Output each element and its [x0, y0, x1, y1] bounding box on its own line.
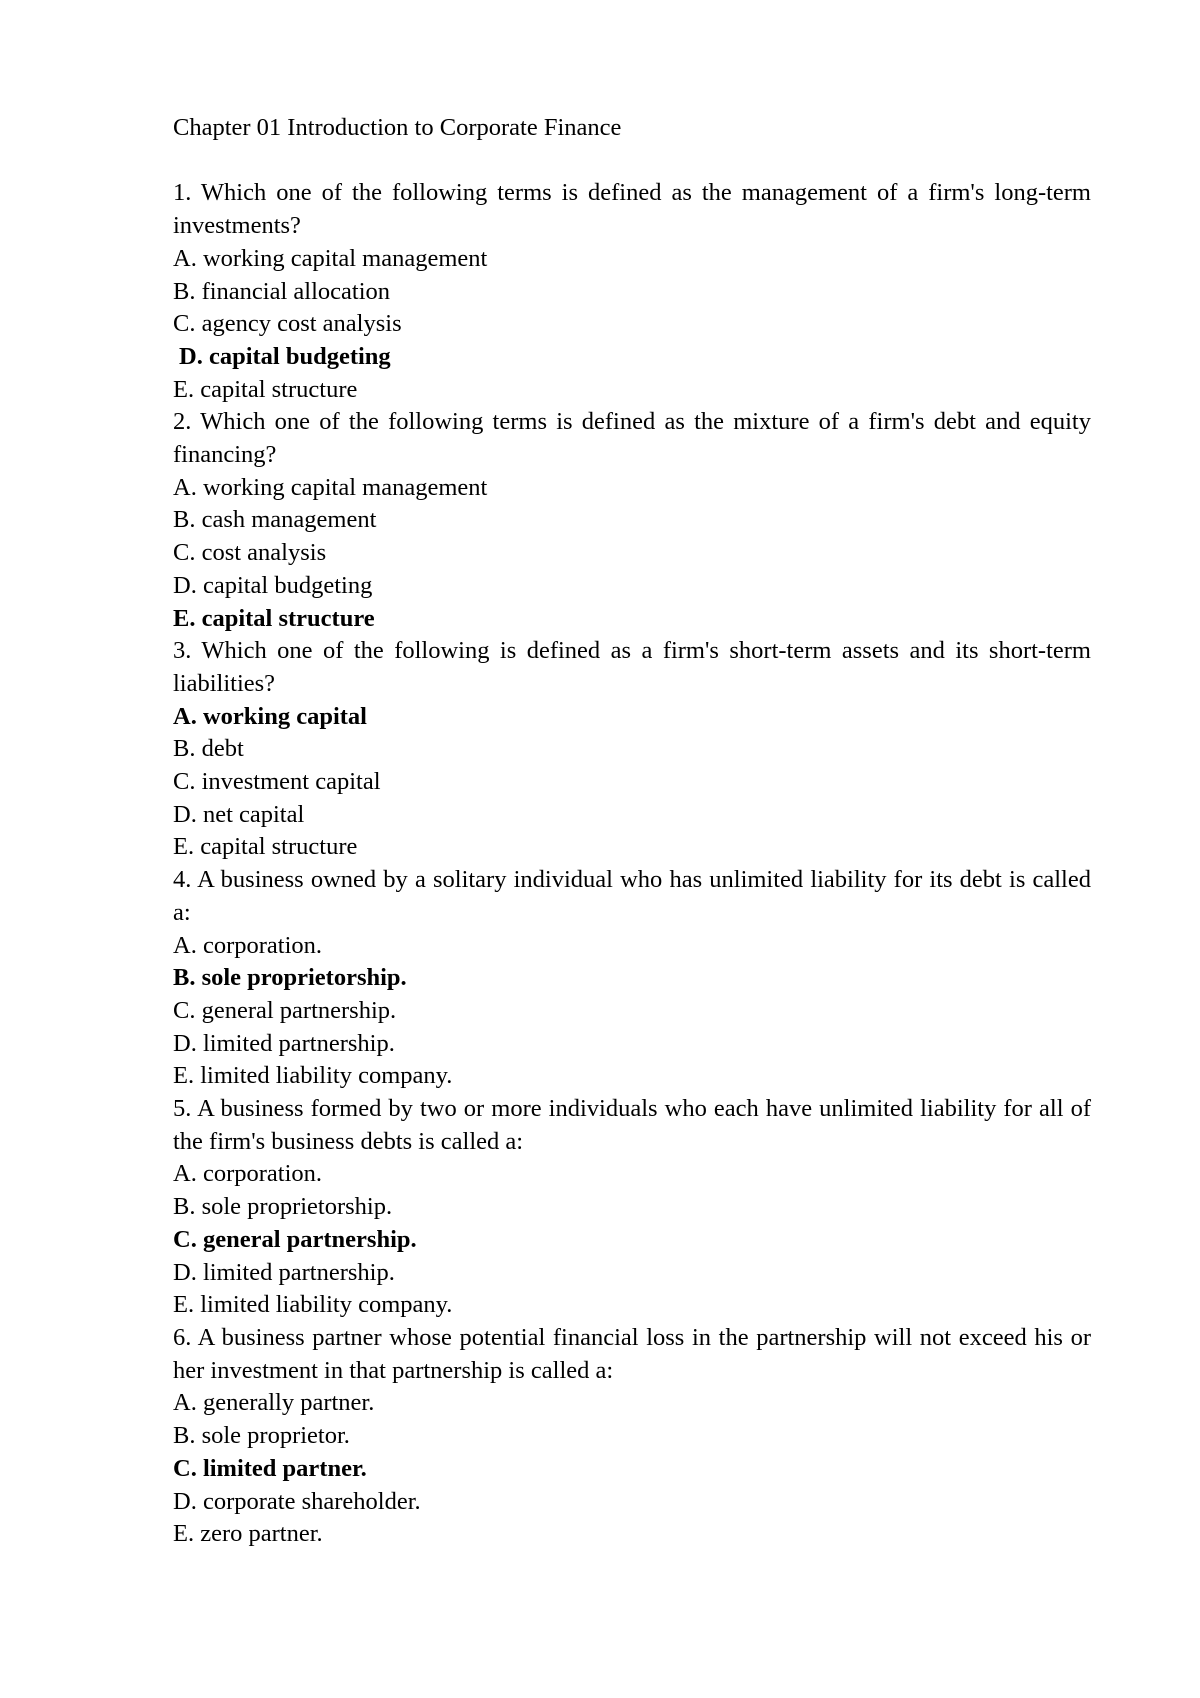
answer-option: A. working capital management [173, 244, 488, 272]
correct-answer-option: D. capital budgeting [179, 342, 391, 370]
answer-option: C. cost analysis [173, 539, 327, 567]
answer-option: D. capital budgeting [173, 571, 373, 599]
correct-answer-option: C. limited partner. [173, 1454, 367, 1482]
answer-option: B. sole proprietor. [173, 1422, 350, 1450]
correct-answer-option: E. capital structure [173, 604, 375, 632]
question-3 [173, 635, 1091, 864]
question-stem: 2. Which one of the following terms is defined as the mixture of a firm's debt and equity financing? [173, 408, 1091, 469]
answer-option: B. debt [173, 735, 244, 763]
question-stem: 4. A business owned by a solitary individual who has unlimited liability for its debt is called a: [173, 866, 1091, 926]
question-1 [173, 177, 1091, 406]
answer-option: A. working capital management [173, 473, 488, 501]
answer-option: C. general partnership. [173, 996, 397, 1024]
answer-option: A. corporation. [173, 1160, 322, 1188]
answer-option: D. limited partnership. [173, 1258, 395, 1286]
question-6 [173, 1322, 1091, 1551]
answer-option: A. corporation. [173, 931, 322, 959]
answer-option: B. financial allocation [173, 277, 391, 305]
correct-answer-option: C. general partnership. [173, 1225, 417, 1253]
question-stem: 6. A business partner whose potential financial loss in the partnership will not exceed his or her investment in that partnership is called a: [173, 1324, 1091, 1384]
answer-option: B. cash management [173, 506, 377, 534]
answer-option: C. agency cost analysis [173, 310, 402, 338]
question-stem: 1. Which one of the following terms is defined as the management of a firm's long-term investments? [173, 179, 1091, 240]
correct-answer-option: A. working capital [173, 702, 367, 730]
document-page [173, 112, 1091, 1551]
answer-option: D. net capital [173, 800, 305, 828]
answer-option: E. zero partner. [173, 1520, 323, 1548]
correct-answer-option: B. sole proprietorship. [173, 964, 407, 992]
question-4 [173, 864, 1091, 1093]
question-stem: 5. A business formed by two or more individuals who each have unlimited liability for all of the firm's business debts is called a: [173, 1095, 1091, 1155]
question-5 [173, 1093, 1091, 1322]
answer-option: B. sole proprietorship. [173, 1193, 393, 1221]
answer-option: A. generally partner. [173, 1389, 375, 1417]
answer-option: E. limited liability company. [173, 1062, 453, 1090]
answer-option: D. corporate shareholder. [173, 1487, 421, 1515]
answer-option: C. investment capital [173, 768, 381, 796]
answer-option: E. limited liability company. [173, 1291, 453, 1319]
answer-option: E. capital structure [173, 833, 358, 861]
answer-option: E. capital structure [173, 375, 358, 403]
document-title: Chapter 01 Introduction to Corporate Finance [173, 114, 622, 141]
question-2 [173, 406, 1091, 635]
answer-option: D. limited partnership. [173, 1029, 395, 1057]
question-stem: 3. Which one of the following is defined as a firm's short-term assets and its short-term liabilities? [173, 637, 1091, 697]
